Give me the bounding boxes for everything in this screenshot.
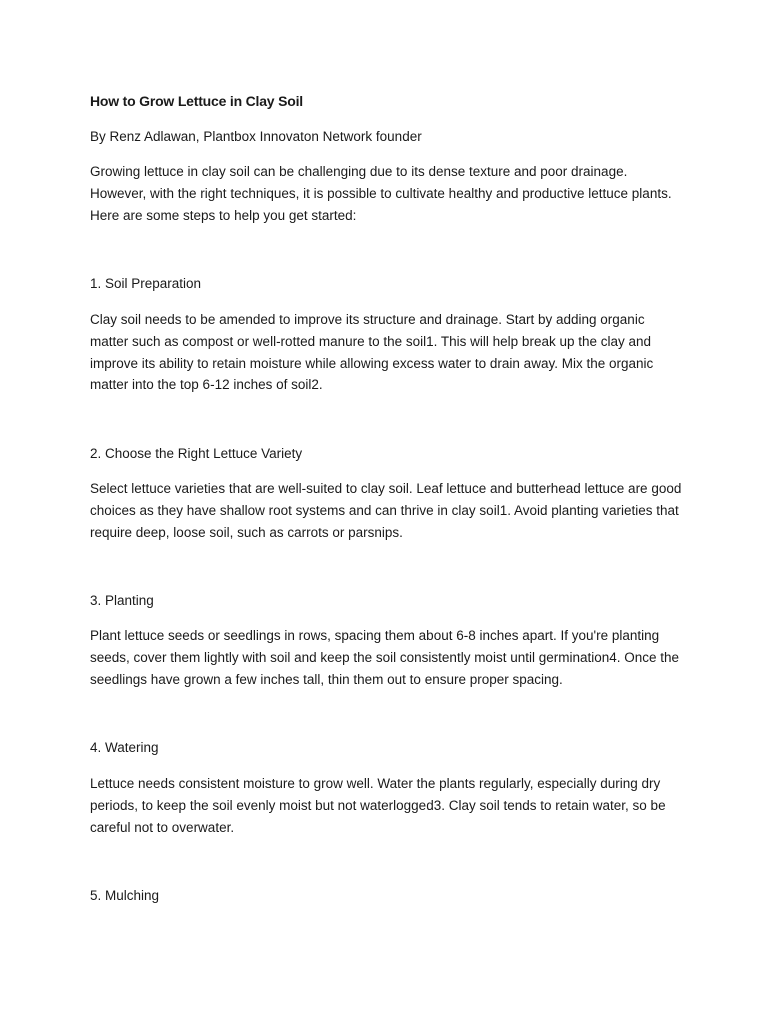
section-body-lettuce-variety: Select lettuce varieties that are well-suited to clay soil. Leaf lettuce and butterhead lettuce are good choices as they have shallow root systems and can thrive in clay soil1. Avoid planting varieties that require deep, loose soil, such as carrots or parsnips. bbox=[90, 481, 682, 540]
section-heading-mulching: 5. Mulching bbox=[90, 888, 160, 903]
section-heading-lettuce-variety: 2. Choose the Right Lettuce Variety bbox=[90, 446, 303, 461]
section-body-soil-preparation: Clay soil needs to be amended to improve its structure and drainage. Start by adding organic matter such as compost or well-rotted manure to the soil1. This will help break up the clay and improve its ability to retain moisture while allowing excess water to drain away. Mix the organic matter into the top 6-12 inches of soil2. bbox=[90, 312, 654, 393]
section-heading-planting: 3. Planting bbox=[90, 593, 154, 608]
section-body-planting: Plant lettuce seeds or seedlings in rows, spacing them about 6-8 inches apart. If you're planting seeds, cover them lightly with soil and keep the soil consistently moist until germination4. Once the seedlings have grown a few inches tall, thin them out to ensure proper spacing. bbox=[90, 628, 680, 687]
intro-paragraph: Growing lettuce in clay soil can be challenging due to its dense texture and poor drainage. However, with the right techniques, it is possible to cultivate healthy and productive lettuce plants. Here are some steps to help you get started: bbox=[90, 164, 672, 223]
section-heading-watering: 4. Watering bbox=[90, 740, 159, 755]
byline: By Renz Adlawan, Plantbox Innovaton Network founder bbox=[90, 129, 422, 144]
document-title: How to Grow Lettuce in Clay Soil bbox=[90, 93, 303, 109]
section-heading-soil-preparation: 1. Soil Preparation bbox=[90, 276, 202, 291]
section-body-watering: Lettuce needs consistent moisture to grow well. Water the plants regularly, especially during dry periods, to keep the soil evenly moist but not waterlogged3. Clay soil tends to retain water, so be careful not to overwater. bbox=[90, 776, 666, 835]
